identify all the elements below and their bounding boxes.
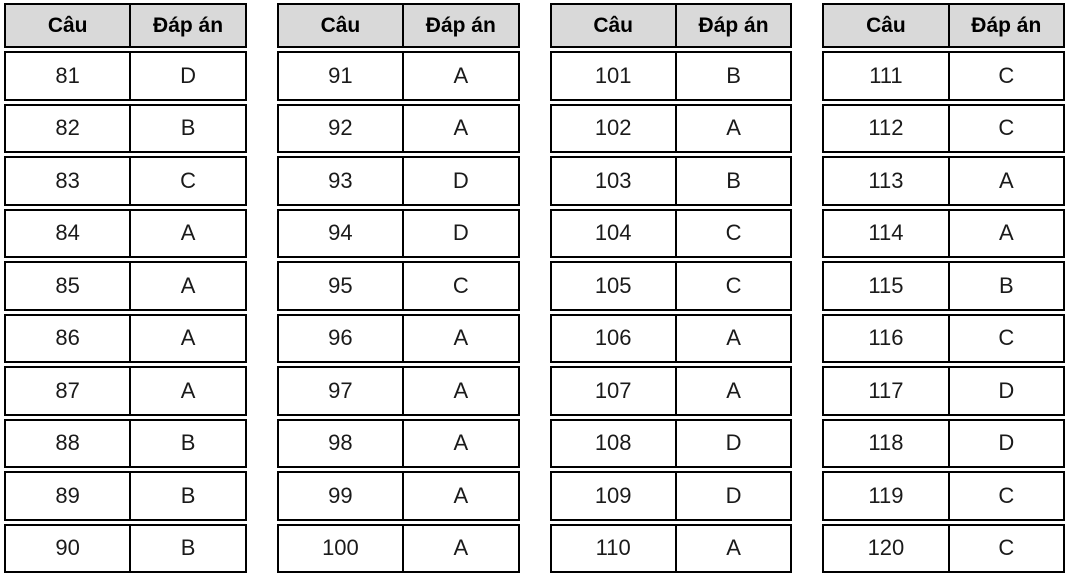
- answer-cell: C: [131, 158, 244, 204]
- question-number-cell: 101: [552, 53, 677, 99]
- question-number-cell: 119: [824, 473, 949, 519]
- answer-cell: B: [131, 421, 244, 467]
- question-number-cell: 99: [279, 473, 404, 519]
- answer-cell: C: [404, 263, 517, 309]
- answer-cell: A: [404, 421, 517, 467]
- table-row: [277, 471, 520, 521]
- answer-cell: C: [677, 211, 790, 257]
- answer-cell: C: [950, 473, 1063, 519]
- answer-column-header: Đáp án: [677, 5, 790, 46]
- question-column-header: Câu: [279, 5, 404, 46]
- question-number-cell: 82: [6, 106, 131, 152]
- table-row: [822, 261, 1065, 311]
- table-row: [4, 156, 247, 206]
- table-row: [550, 104, 793, 154]
- answer-cell: B: [131, 473, 244, 519]
- answer-cell: A: [404, 368, 517, 414]
- answer-cell: B: [677, 53, 790, 99]
- table-row: [277, 104, 520, 154]
- table-row: [822, 104, 1065, 154]
- question-number-cell: 93: [279, 158, 404, 204]
- question-number-cell: 118: [824, 421, 949, 467]
- question-number-cell: 111: [824, 53, 949, 99]
- answer-cell: A: [404, 106, 517, 152]
- answer-cell: B: [950, 263, 1063, 309]
- table-row: [4, 104, 247, 154]
- table-row: [550, 524, 793, 573]
- answer-cell: D: [131, 53, 244, 99]
- answer-cell: A: [131, 316, 244, 362]
- question-number-cell: 112: [824, 106, 949, 152]
- question-column-header: Câu: [6, 5, 131, 46]
- question-number-cell: 85: [6, 263, 131, 309]
- answer-cell: B: [677, 158, 790, 204]
- question-number-cell: 120: [824, 526, 949, 572]
- answer-cell: C: [950, 106, 1063, 152]
- answer-cell: D: [404, 158, 517, 204]
- question-number-cell: 92: [279, 106, 404, 152]
- table-header-row: [822, 3, 1065, 48]
- question-number-cell: 108: [552, 421, 677, 467]
- question-number-cell: 114: [824, 211, 949, 257]
- table-row: [277, 524, 520, 573]
- answer-cell: A: [950, 211, 1063, 257]
- question-number-cell: 84: [6, 211, 131, 257]
- table-row: [4, 209, 247, 259]
- question-number-cell: 106: [552, 316, 677, 362]
- question-column-header: Câu: [824, 5, 949, 46]
- table-row: [822, 314, 1065, 364]
- answer-cell: B: [131, 106, 244, 152]
- answer-column-header: Đáp án: [404, 5, 517, 46]
- table-row: [277, 51, 520, 101]
- answer-cell: A: [131, 211, 244, 257]
- answer-cell: A: [131, 368, 244, 414]
- table-row: [822, 471, 1065, 521]
- table-header-row: [4, 3, 247, 48]
- answer-cell: A: [404, 316, 517, 362]
- question-number-cell: 100: [279, 526, 404, 572]
- answer-cell: A: [677, 106, 790, 152]
- table-row: [822, 419, 1065, 469]
- answer-cell: A: [677, 368, 790, 414]
- question-number-cell: 117: [824, 368, 949, 414]
- table-row: [822, 524, 1065, 573]
- question-number-cell: 103: [552, 158, 677, 204]
- answer-table-2: [277, 3, 520, 573]
- table-row: [550, 314, 793, 364]
- question-number-cell: 86: [6, 316, 131, 362]
- table-row: [550, 419, 793, 469]
- answer-cell: D: [950, 368, 1063, 414]
- question-number-cell: 94: [279, 211, 404, 257]
- table-header-row: [550, 3, 793, 48]
- table-row: [822, 51, 1065, 101]
- answer-cell: A: [677, 526, 790, 572]
- table-row: [4, 524, 247, 573]
- answer-cell: A: [404, 526, 517, 572]
- table-row: [550, 51, 793, 101]
- question-number-cell: 98: [279, 421, 404, 467]
- table-header-row: [277, 3, 520, 48]
- table-row: [4, 314, 247, 364]
- question-number-cell: 89: [6, 473, 131, 519]
- question-number-cell: 90: [6, 526, 131, 572]
- answer-cell: D: [677, 473, 790, 519]
- table-row: [550, 366, 793, 416]
- question-number-cell: 113: [824, 158, 949, 204]
- answer-table-1: [4, 3, 247, 573]
- table-row: [277, 209, 520, 259]
- answer-column-header: Đáp án: [131, 5, 244, 46]
- table-row: [822, 156, 1065, 206]
- table-row: [550, 156, 793, 206]
- question-number-cell: 87: [6, 368, 131, 414]
- table-row: [4, 51, 247, 101]
- question-number-cell: 83: [6, 158, 131, 204]
- answer-table-3: [550, 3, 793, 573]
- answer-cell: C: [950, 526, 1063, 572]
- question-number-cell: 105: [552, 263, 677, 309]
- question-column-header: Câu: [552, 5, 677, 46]
- answer-cell: D: [677, 421, 790, 467]
- answer-cell: A: [404, 473, 517, 519]
- answer-cell: A: [677, 316, 790, 362]
- table-row: [822, 209, 1065, 259]
- table-row: [822, 366, 1065, 416]
- question-number-cell: 104: [552, 211, 677, 257]
- table-row: [4, 471, 247, 521]
- table-row: [277, 366, 520, 416]
- answer-cell: D: [404, 211, 517, 257]
- question-number-cell: 88: [6, 421, 131, 467]
- question-number-cell: 102: [552, 106, 677, 152]
- answer-cell: A: [950, 158, 1063, 204]
- table-row: [550, 261, 793, 311]
- table-row: [4, 261, 247, 311]
- question-number-cell: 81: [6, 53, 131, 99]
- answer-table-4: [822, 3, 1065, 573]
- table-row: [4, 419, 247, 469]
- table-row: [277, 261, 520, 311]
- table-row: [277, 156, 520, 206]
- answer-cell: C: [677, 263, 790, 309]
- question-number-cell: 107: [552, 368, 677, 414]
- answer-cell: A: [131, 263, 244, 309]
- question-number-cell: 96: [279, 316, 404, 362]
- question-number-cell: 91: [279, 53, 404, 99]
- table-row: [277, 419, 520, 469]
- table-row: [550, 471, 793, 521]
- answer-cell: C: [950, 316, 1063, 362]
- answer-cell: D: [950, 421, 1063, 467]
- table-row: [4, 366, 247, 416]
- answer-cell: B: [131, 526, 244, 572]
- question-number-cell: 109: [552, 473, 677, 519]
- table-row: [550, 209, 793, 259]
- answer-column-header: Đáp án: [950, 5, 1063, 46]
- table-row: [277, 314, 520, 364]
- question-number-cell: 110: [552, 526, 677, 572]
- question-number-cell: 97: [279, 368, 404, 414]
- question-number-cell: 95: [279, 263, 404, 309]
- answer-cell: A: [404, 53, 517, 99]
- question-number-cell: 116: [824, 316, 949, 362]
- question-number-cell: 115: [824, 263, 949, 309]
- answer-cell: C: [950, 53, 1063, 99]
